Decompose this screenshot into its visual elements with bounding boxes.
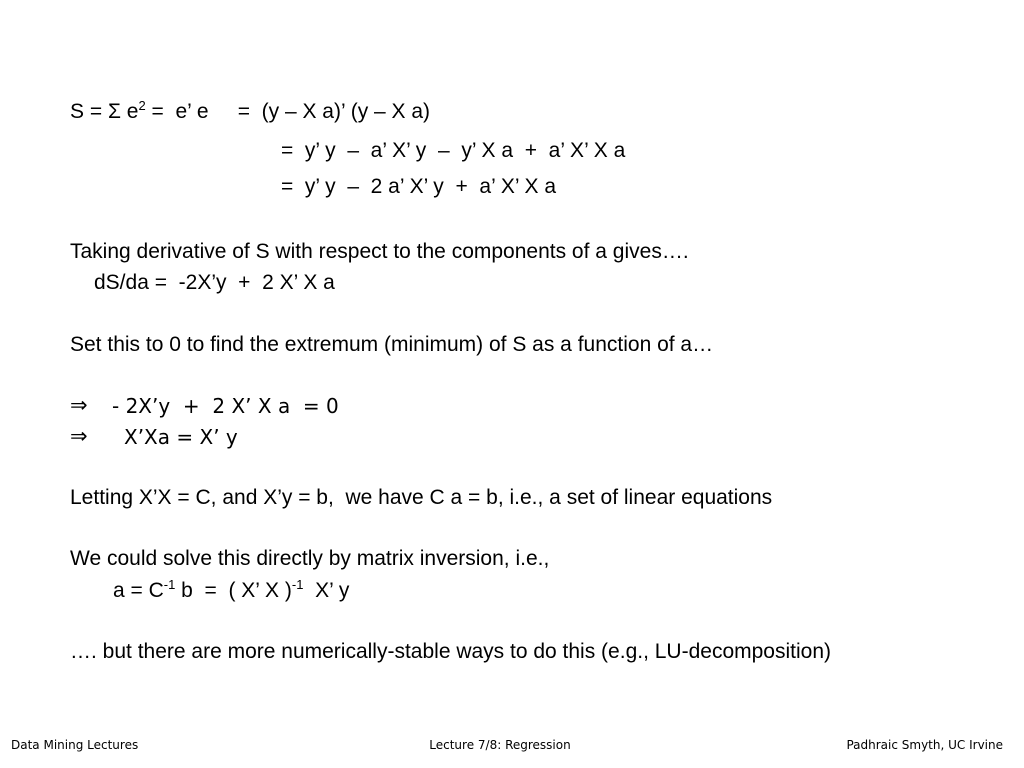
eq1-lhs: S = Σ e — [70, 100, 139, 123]
inverse-equation — [113, 579, 349, 603]
stable-methods-text: …. but there are more numerically-stable ways to do this (e.g., LU-decomposition) — [70, 640, 831, 663]
inv-part-b: b = ( X’ X ) — [175, 579, 292, 602]
footer-center: Lecture 7/8: Regression — [429, 738, 571, 752]
inv-part-c: X’ y — [303, 579, 350, 602]
equation-line-3: = y’ y – 2 a’ X’ y + a’ X’ X a — [281, 175, 557, 198]
equation-line-2: = y’ y – a’ X’ y – y’ X a + a’ X’ X a — [281, 139, 626, 162]
inv-superscript-1: -1 — [163, 577, 176, 592]
implies-line-1 — [70, 394, 339, 418]
inv-superscript-2: -1 — [291, 577, 304, 592]
inv-part-a: a = C — [113, 579, 164, 602]
implies-1-equation: - 2X’y + 2 X’ X a = 0 — [112, 394, 339, 418]
derivative-equation: dS/da = -2X’y + 2 X’ X a — [94, 271, 335, 294]
derivative-text: Taking derivative of S with respect to the components of a gives…. — [70, 240, 689, 263]
footer-right: Padhraic Smyth, UC Irvine — [846, 738, 1003, 752]
eq1-superscript: 2 — [138, 98, 146, 113]
implies-arrow-icon: ⇒ — [70, 394, 88, 417]
implies-2-equation: X’Xa = X’ y — [124, 425, 238, 449]
implies-arrow-icon: ⇒ — [70, 425, 88, 448]
eq1-rhs: = e’ e = (y – X a)’ (y – X a) — [145, 100, 431, 123]
implies-line-2 — [70, 425, 238, 449]
equation-line-1 — [70, 100, 430, 124]
set-zero-text: Set this to 0 to find the extremum (minimum) of S as a function of a… — [70, 333, 714, 356]
solve-text: We could solve this directly by matrix inversion, i.e., — [70, 547, 550, 570]
footer-left: Data Mining Lectures — [11, 738, 139, 752]
letting-text: Letting X’X = C, and X’y = b, we have C a = b, i.e., a set of linear equations — [70, 486, 773, 509]
